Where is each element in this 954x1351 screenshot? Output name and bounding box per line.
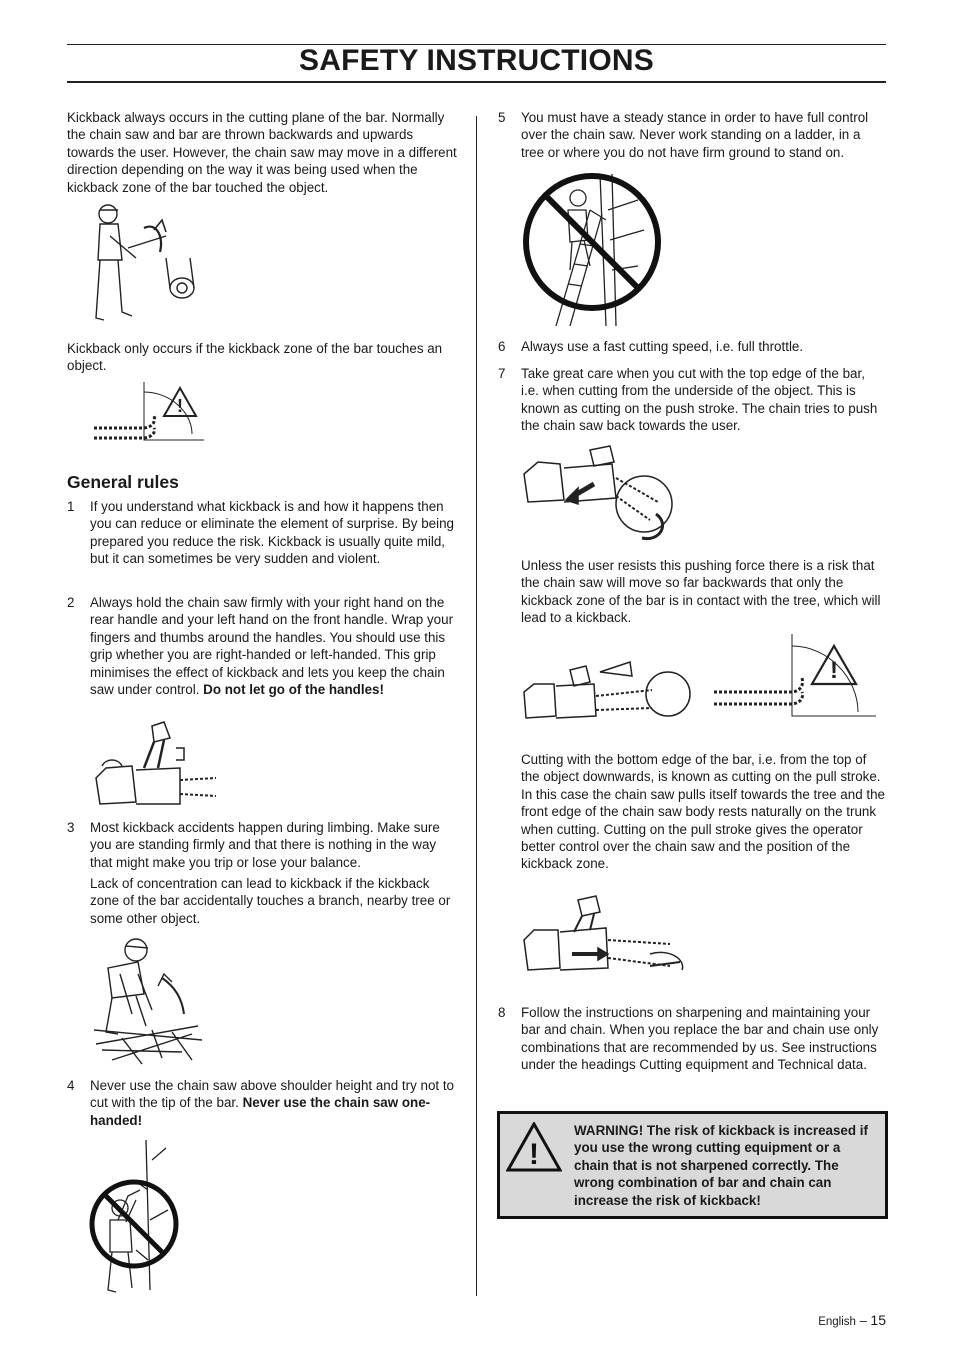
rule-6-text: Always use a fast cutting speed, i.e. full throttle. [521,339,804,354]
rule-number: 5 [498,110,506,125]
svg-text:!: ! [177,396,183,416]
rule-5-text: You must have a steady stance in order to have full control over the chain saw. Never work standing on a ladder, in a tree or where you do not have firm ground to stand on. [521,110,869,160]
pull-stroke-illustration [520,888,690,992]
page-footer [818,1312,886,1328]
rule-4-bold: Never use the chain saw one-handed! [90,1095,431,1128]
rule-number: 8 [498,1005,506,1020]
ladder-prohibited-illustration [520,170,665,330]
kickback-operator-illustration [88,200,198,330]
column-divider [476,116,477,1296]
footer-language: English [818,1316,856,1328]
rule-number: 3 [67,820,75,835]
kickback-zone-diagram-right [712,634,878,720]
rule-2-bold: Do not let go of the handles! [203,682,384,698]
header-bottom-rule [67,81,886,83]
rule-4-text: Never use the chain saw above shoulder height and try not to cut with the tip of the bar. [90,1078,455,1111]
rule-number: 6 [498,339,506,354]
push-kickback-illustration [520,636,696,724]
warning-text: WARNING! The risk of kickback is increased if you use the wrong cutting equipment or a chain that is not sharpened correctly. The wrong combination of bar and chain can increase the risk of kickback! [574,1123,868,1208]
rule-7-text: Take great care when you cut with the top edge of the bar, i.e. when cutting from the underside of the object. This is known as cutting on the push stroke. The chain tries to push the chain saw back towards the user. [521,366,878,434]
push-stroke-note: Unless the user resists this pushing force there is a risk that the chain saw will move so far backwards that only the kickback zone of the bar is in contact with the tree, which will lead to a kickback. [521,558,881,626]
kickback-zone-diagram [92,382,210,452]
push-stroke-illustration [520,444,680,548]
general-rules-heading: General rules [67,472,179,492]
rule-3-extra: Lack of concentration can lead to kickback if the kickback zone of the bar accidentally touches a branch, nearby tree or some other object. [90,876,451,926]
svg-text:!: ! [529,1138,539,1171]
rule-8-text: Follow the instructions on sharpening and maintaining your bar and chain. When you replace the bar and chain use only combinations that are recommended by us. See instructions under the headings Cutting equipment and Technical data. [521,1005,879,1073]
warning-triangle-icon [506,1122,562,1172]
warning-box [497,1111,888,1219]
limbing-illustration [92,934,204,1068]
kickback-zone-note: Kickback only occurs if the kickback zone of the bar touches an object. [67,341,443,374]
footer-separator: – [859,1313,867,1328]
rule-4-paragraph [90,1077,455,1129]
rule-number: 1 [67,499,75,514]
rule-3-text: Most kickback accidents happen during limbing. Make sure you are standing firmly and that there is nothing in the way that might make you trip or lose your balance. [90,820,440,870]
above-shoulder-prohibited-illustration [88,1140,188,1300]
grip-handles-illustration [92,720,218,810]
rule-2-paragraph [90,594,455,698]
rule-2-text: Always hold the chain saw firmly with your right hand on the rear handle and your left hand on the front handle. Wrap your fingers and thumbs around the handles. You should use this grip whether you are right-handed or left-handed. This grip minimises the effect of kickback and lets you keep the chain saw under control. [90,595,454,698]
rule-number: 4 [67,1078,75,1093]
page-number: 15 [870,1312,886,1328]
intro-paragraph: Kickback always occurs in the cutting plane of the bar. Normally the chain saw and bar are thrown backwards and upwards towards the user. However, the chain saw may move in a different direction depending on the way it was being used when the kickback zone of the bar touched the object. [67,110,457,195]
page-title: SAFETY INSTRUCTIONS [299,44,654,77]
svg-text:!: ! [830,657,838,684]
rule-1-text: If you understand what kickback is and how it happens then you can reduce or eliminate the element of surprise. By being prepared you reduce the risk. Kickback is usually quite mild, but it can sometimes be very sudden and violent. [90,499,454,567]
rule-number: 7 [498,366,506,381]
pull-stroke-note: Cutting with the bottom edge of the bar, i.e. from the top of the object downwards, is known as cutting on the pull stroke. In this case the chain saw pulls itself towards the tree and the front edge of the chain saw body rests naturally on the trunk when cutting. Cutting on the pull stroke gives the operator better control over the chain saw and the position of the kickback zone. [521,752,885,872]
rule-number: 2 [67,595,75,610]
